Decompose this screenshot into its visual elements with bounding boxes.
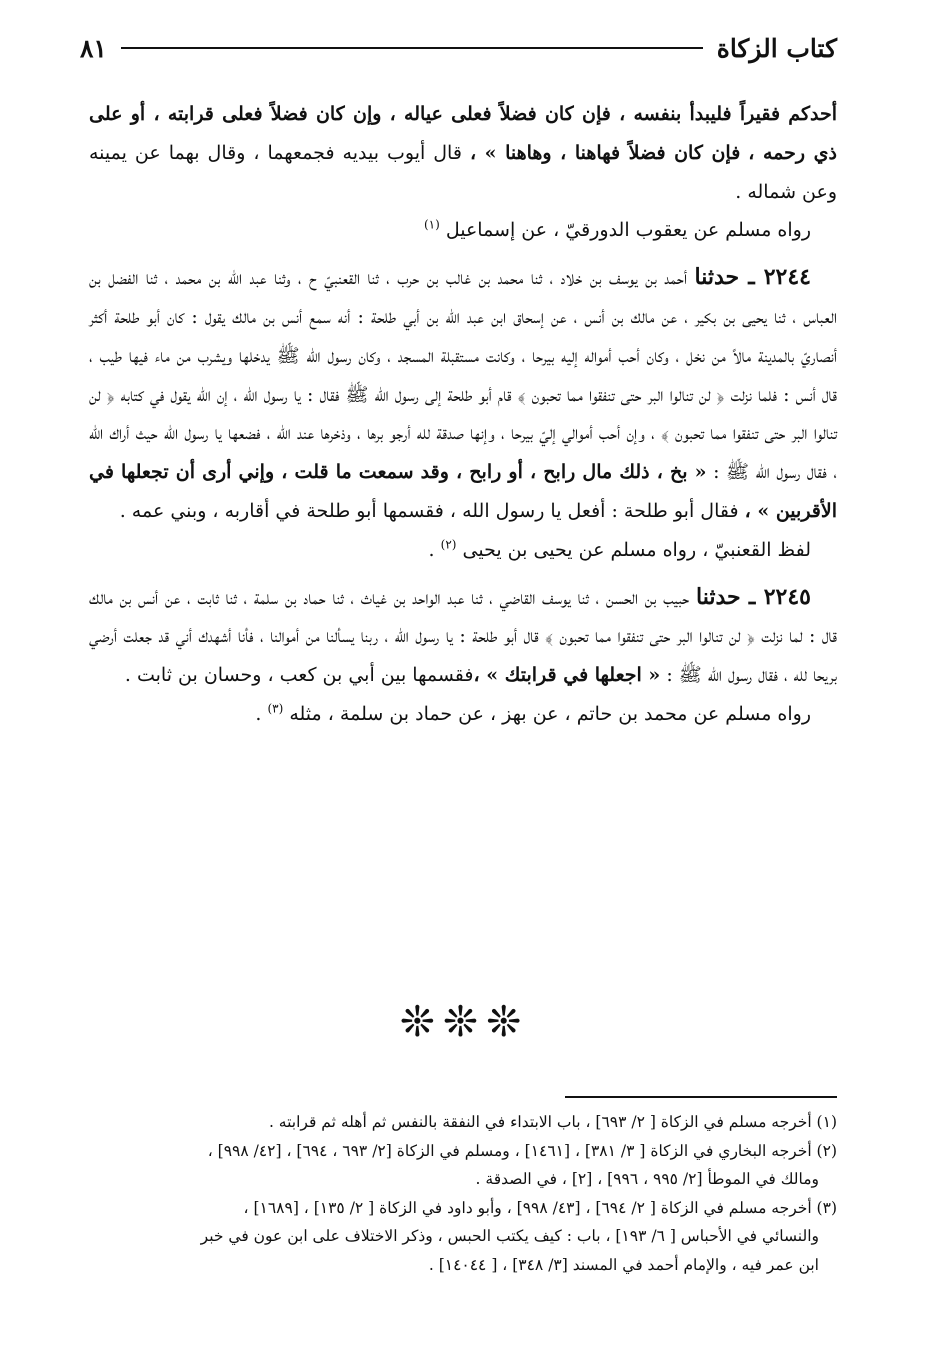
riwaya-note-2 [89, 531, 837, 570]
hadith-text-end: فقال أبو طلحة : أفعل يا رسول الله ، فقسمها أبو طلحة في أقاربه ، وبني عمه . [119, 499, 745, 522]
narration-comment: قال أيوب بيديه فجمعهما ، وقال بهما عن يمينه وعن شماله . [89, 141, 837, 203]
section-ornament: ❊❊❊ [399, 997, 530, 1046]
footnote-separator [565, 1096, 837, 1098]
footnote-3-continued: والنسائي في الأحباس [ ٦/ ١٩٣] ، باب : كيف يكتب الحبس ، وذكر الاختلاف على ابن عون في خبر [200, 1227, 819, 1246]
running-title: كتاب الزكاة [716, 33, 837, 63]
footnote-ref-2[interactable]: (٢) [440, 537, 457, 552]
main-text [89, 95, 837, 734]
header-rule [121, 47, 703, 49]
hadith-2244 [89, 258, 837, 531]
riwaya-text: رواه مسلم عن يعقوب الدورقيّ ، عن إسماعيل [445, 219, 811, 242]
footnote-3: (٣) أخرجه مسلم في الزكاة [ ٢/ ٦٩٤] ، [٤٣/ ٩٩٨] ، وأبو داود في الزكاة [ ٢/ ١٣٥] ، [١٦٨٩] ، [243, 1198, 837, 1217]
page-header [80, 28, 837, 68]
hadith-number-2245: ٢٢٤٥ ـ حدثنا [695, 583, 811, 610]
prophet-saying: « بخ ، ذلك مال رابح ، أو رابح ، وقد سمعت ما قلت ، وإني أرى أن تجعلها في الأقربين » ، [89, 461, 837, 522]
hadith-text: أحمد بن يوسف بن خلاد ، ثنا محمد بن غالب بن حرب ، ثنا القعنبيّ ح ، وثنا عبد الله بن محمد ، ثنا الفضل بن العباس ، ثنا يحيى بن بكير ، عن مالك بن أنس ، عن إسحاق ابن عبد الله بن أبي طلحة : أنه سمع أنس بن مالك يقول : كان أبو طلحة أكثر أنصاريّ بالمدينة مالاً من نخل ، وكان أحب أمواله إليه بيرحا ، وكانت مستقبلة المسجد ، وكان رسول الله ﷺ يدخلها ويشرب من ماء فيها طيب ، قال أنس : فلما نزلت ﴿ لن تنالوا البر حتى تنفقوا مما تحبون ﴾ قام أبو طلحة إلى رسول الله ﷺ فقال : يا رسول الله ، إن الله يقول في كتابه ﴿ لن تنالوا البر حتى تنفقوا مما تحبون ﴾ ، وإن أحب أموالي إليّ بيرحا ، وإنها صدقة لله أرجو برها ، وذخرها عند الله ، فضعها يا رسول الله حيث أراك الله ، فقال رسول الله ﷺ : [89, 267, 838, 484]
footnote-2-continued: ومالك في الموطأ [٢/ ٩٩٥ ، ٩٩٦] ، [٢] ، في الصدقة . [475, 1170, 819, 1189]
riwaya-note-1 [89, 211, 837, 250]
footnote-1: (١) أخرجه مسلم في الزكاة [ ٢/ ٦٩٣] ، باب الابتداء في النفقة بالنفس ثم أهله ثم قرابته . [268, 1113, 837, 1131]
riwaya-text: لفظ القعنبيّ ، رواه مسلم عن يحيى بن يحيى [462, 538, 811, 561]
footnote-3-end: ابن عمر فيه ، والإمام أحمد في المسند [٣/ ٣٤٨] ، [ ١٤٠٤٤] . [428, 1255, 819, 1274]
paragraph-continuation [89, 95, 837, 211]
prophet-saying-continued: أحدكم فقيراً فليبدأ بنفسه ، فإن كان فضلاً فعلى عياله ، وإن كان فضلاً فعلى قرابته ، أو على ذي رحمه ، [89, 103, 837, 164]
period: . [428, 538, 441, 561]
footnotes [89, 1108, 837, 1280]
riwaya-text: رواه مسلم عن محمد بن حاتم ، عن بهز ، عن حماد بن سلمة ، مثله [289, 702, 811, 725]
prophet-saying-end: فإن كان فضلاً فهاهنا ، وهاهنا » ، [469, 141, 741, 164]
prophet-saying: « اجعلها في قرابتك » ، [473, 664, 661, 687]
hadith-text-end: فقسمها بين أبي بن كعب ، وحسان بن ثابت . [124, 664, 474, 687]
period: . [255, 702, 268, 725]
hadith-text: حبيب بن الحسن ، ثنا يوسف القاضي ، ثنا عبد الواحد بن غياث ، ثنا حماد بن سلمة ، ثنا ثابت ، عن أنس بن مالك قال : لما نزلت ﴿ لن تنالوا البر حتى تنفقوا مما تحبون ﴾ قال أبو طلحة : يا رسول الله ، ربنا يسألنا من أموالنا ، فأنا أشهدك أني قد جعلت أرضي بريحا لله ، فقال رسول الله ﷺ : [89, 586, 837, 687]
page-number: ٨١ [80, 33, 107, 63]
spacer [89, 250, 837, 258]
riwaya-note-3 [89, 695, 837, 734]
footnote-ref-3[interactable]: (٣) [267, 701, 284, 716]
hadith-number-2244: ٢٢٤٤ ـ حدثنا [694, 264, 811, 291]
spacer [89, 570, 837, 578]
footnote-2: (٢) أخرجه البخاري في الزكاة [ ٣/ ٣٨١] ، [١٤٦١] ، ومسلم في الزكاة [٢/ ٦٩٣ ، ٦٩٤] ، [٤٢/ ٩٩٨] ، [207, 1141, 837, 1160]
footnote-ref-1[interactable]: (١) [423, 218, 440, 233]
hadith-2245 [89, 578, 837, 695]
